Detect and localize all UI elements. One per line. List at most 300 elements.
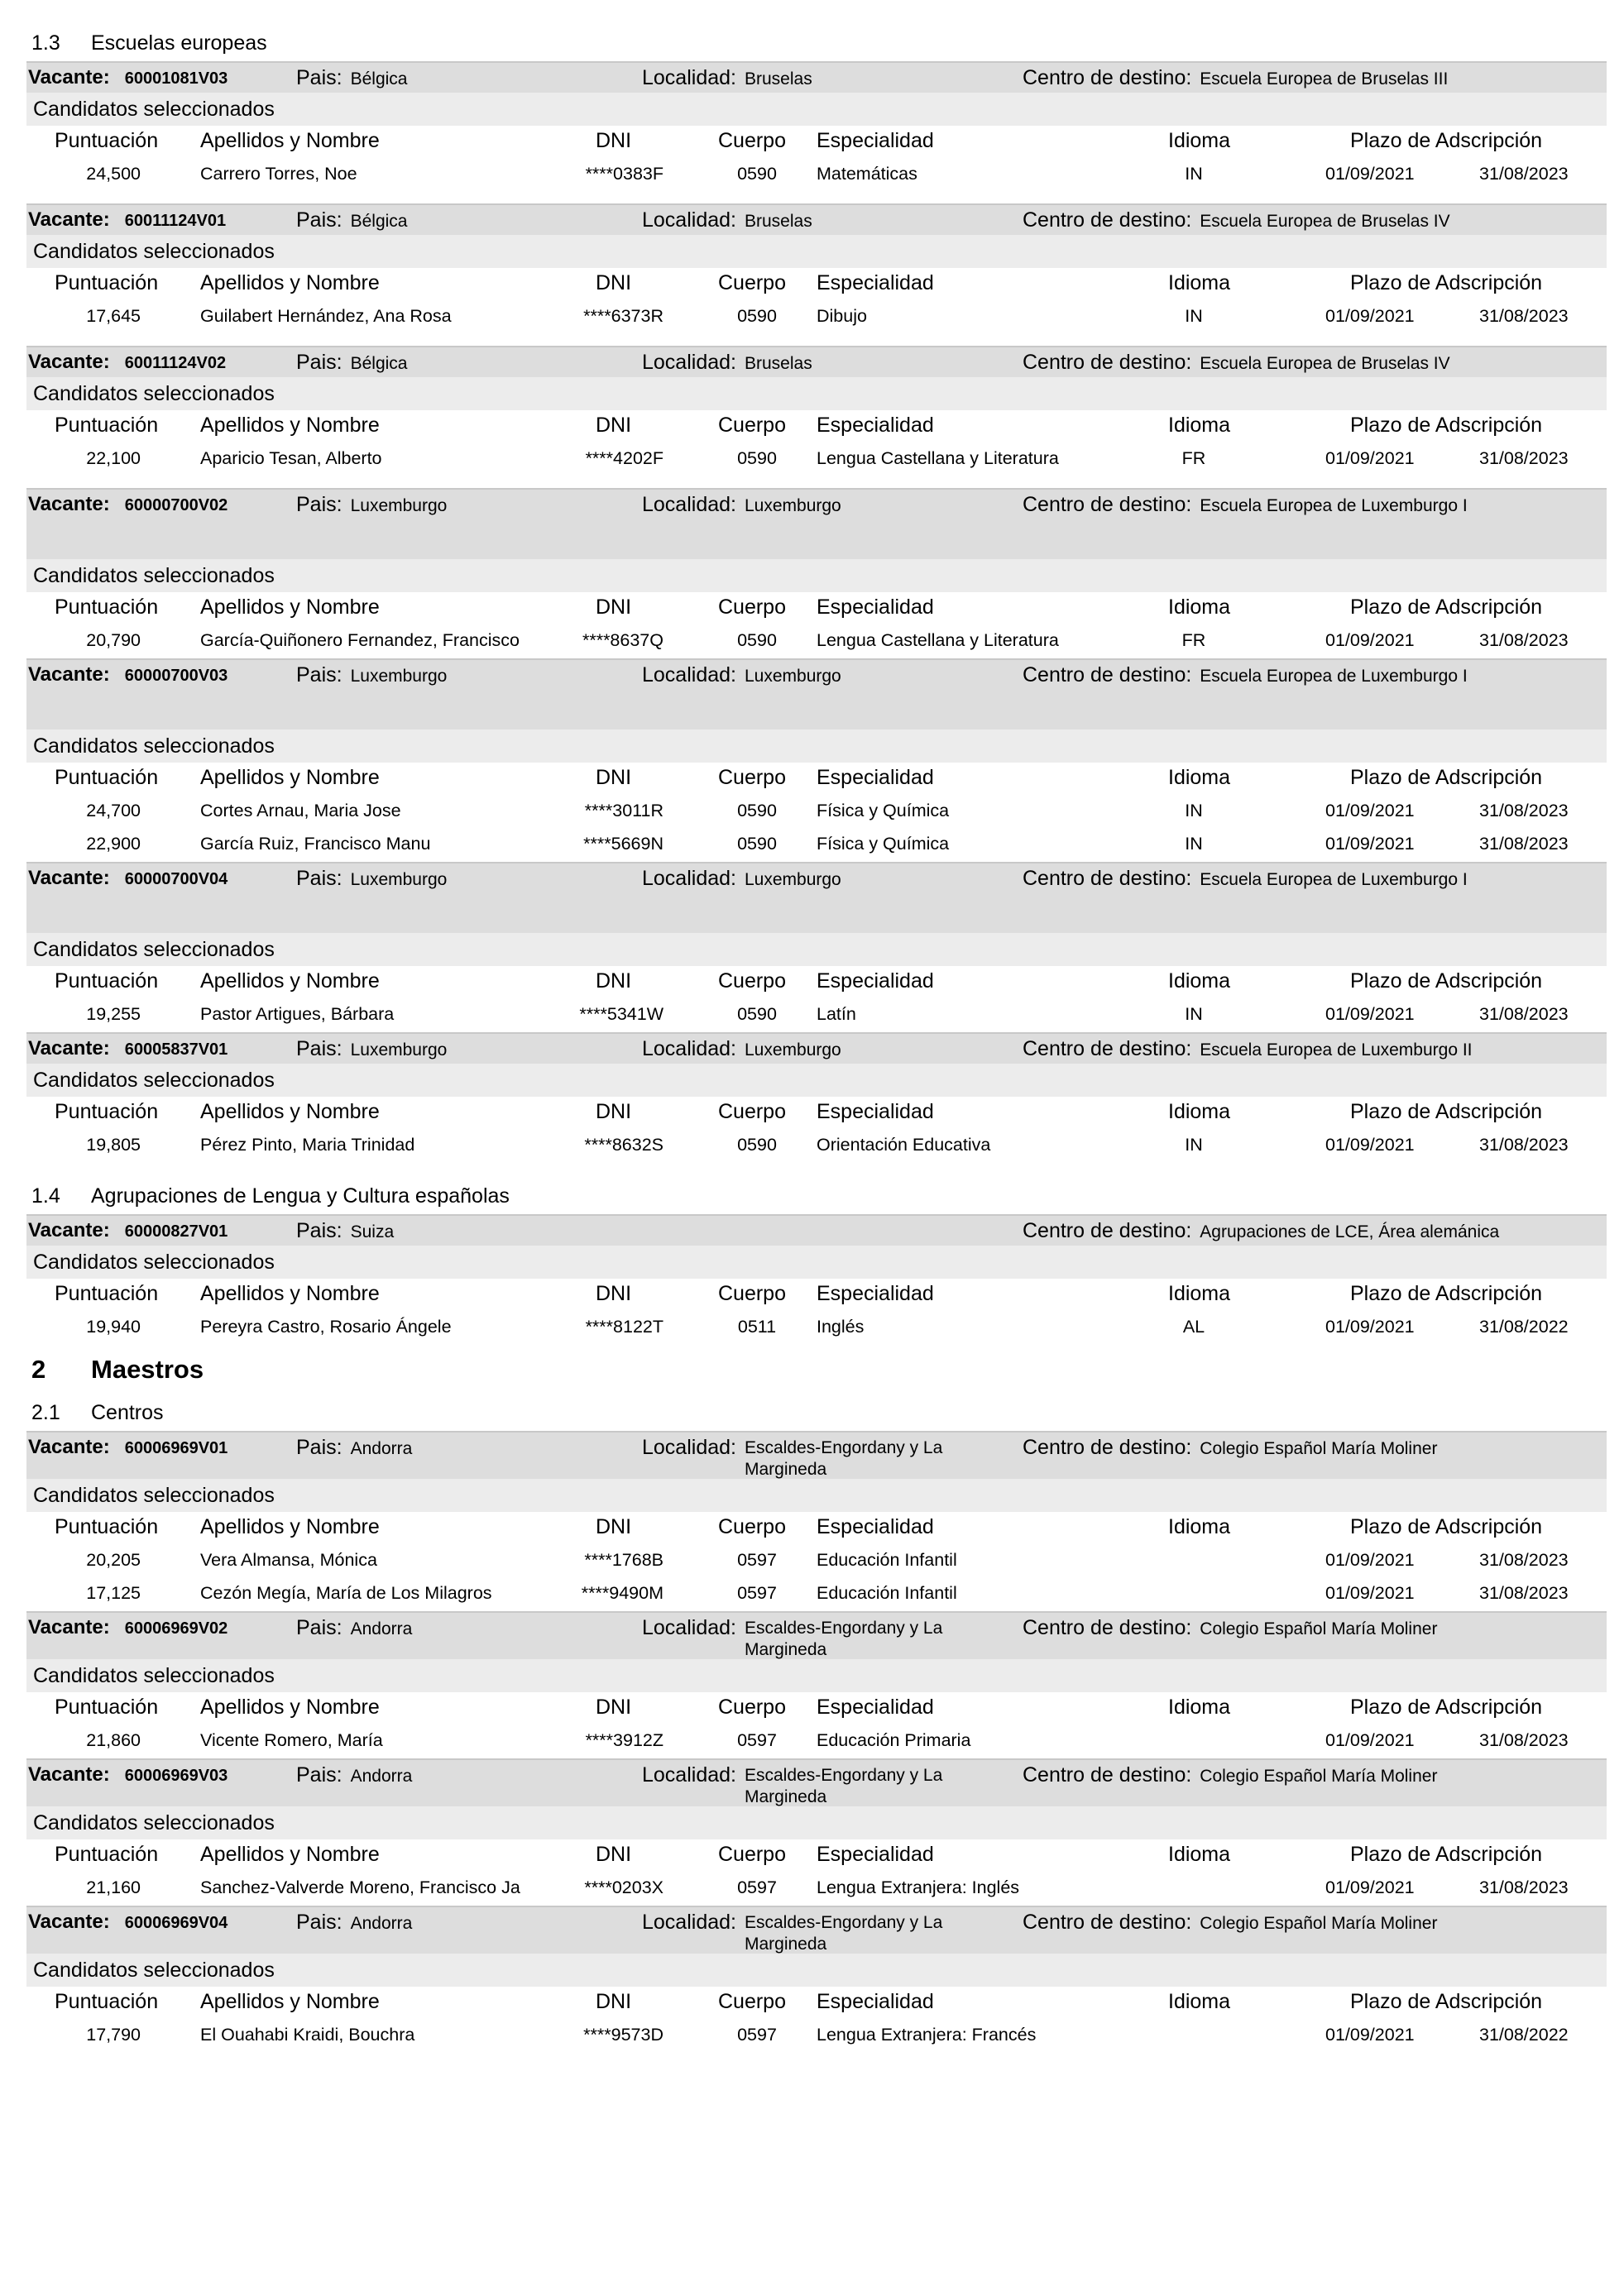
col-idioma: Idioma xyxy=(1168,129,1231,152)
col-cuerpo: Cuerpo xyxy=(718,1990,786,2013)
vacante-label: Vacante: xyxy=(28,351,110,373)
column-headers xyxy=(26,966,1607,999)
localidad-value: Bruselas xyxy=(744,354,812,373)
localidad-label: Localidad: xyxy=(642,1436,736,1459)
fecha-inicio: 01/09/2021 xyxy=(1325,448,1415,468)
vacancy-block xyxy=(26,1214,1607,1345)
col-puntuacion: Puntuación xyxy=(55,596,159,619)
candidatos-label: Candidatos seleccionados xyxy=(26,1954,1607,1987)
centro-label: Centro de destino: xyxy=(1023,1911,1192,1934)
pais-label: Pais: xyxy=(296,1911,343,1934)
col-apellidos: Apellidos y Nombre xyxy=(200,1100,380,1123)
col-especialidad: Especialidad xyxy=(817,1990,934,2013)
cuerpo: 0597 xyxy=(737,1550,777,1570)
col-plazo: Plazo de Adscripción xyxy=(1350,1282,1543,1305)
especialidad: Física y Química xyxy=(817,834,950,854)
especialidad: Orientación Educativa xyxy=(817,1135,991,1155)
apellidos-nombre: Pereyra Castro, Rosario Ángele xyxy=(200,1317,452,1337)
dni: ****4202F xyxy=(585,448,663,468)
dni: ****5341W xyxy=(579,1004,663,1024)
fecha-inicio: 01/09/2021 xyxy=(1325,1004,1415,1024)
idioma: AL xyxy=(1182,1317,1205,1337)
dni: ****3912Z xyxy=(585,1730,663,1750)
vacancy-block xyxy=(26,1906,1607,2053)
vacancy-code: 60000700V02 xyxy=(124,496,228,514)
col-plazo: Plazo de Adscripción xyxy=(1350,596,1543,619)
col-apellidos: Apellidos y Nombre xyxy=(200,1515,380,1538)
centro-label: Centro de destino: xyxy=(1023,1616,1192,1639)
fecha-fin: 31/08/2023 xyxy=(1479,164,1569,184)
col-especialidad: Especialidad xyxy=(817,1515,934,1538)
cuerpo: 0590 xyxy=(737,801,777,820)
table-row xyxy=(26,1130,1607,1163)
especialidad: Educación Infantil xyxy=(817,1583,957,1603)
col-dni: DNI xyxy=(596,969,632,993)
localidad-value: Escaldes-Engordany y La Margineda xyxy=(744,1913,943,1954)
col-apellidos: Apellidos y Nombre xyxy=(200,1696,380,1719)
localidad-label: Localidad: xyxy=(642,1763,736,1787)
localidad-label: Localidad: xyxy=(642,1616,736,1639)
vacancy-header xyxy=(26,1611,1607,1659)
dni: ****1768B xyxy=(584,1550,663,1570)
column-headers xyxy=(26,410,1607,443)
especialidad: Inglés xyxy=(817,1317,865,1337)
centro-label: Centro de destino: xyxy=(1023,351,1192,374)
col-apellidos: Apellidos y Nombre xyxy=(200,414,380,437)
col-cuerpo: Cuerpo xyxy=(718,271,786,294)
apellidos-nombre: Sanchez-Valverde Moreno, Francisco Ja xyxy=(200,1877,520,1897)
fecha-fin: 31/08/2023 xyxy=(1479,448,1569,468)
centro-value: Escuela Europea de Bruselas IV xyxy=(1200,354,1450,373)
vacancy-block xyxy=(26,488,1607,658)
section-heading xyxy=(26,25,1607,61)
apellidos-nombre: Pastor Artigues, Bárbara xyxy=(200,1004,395,1024)
fecha-fin: 31/08/2023 xyxy=(1479,1004,1569,1024)
fecha-inicio: 01/09/2021 xyxy=(1325,1135,1415,1155)
col-dni: DNI xyxy=(596,1696,632,1719)
vacante-label: Vacante: xyxy=(28,1219,110,1241)
dni: ****9573D xyxy=(583,2025,663,2045)
candidatos-label: Candidatos seleccionados xyxy=(26,235,1607,268)
pais-value: Andorra xyxy=(350,1914,413,1933)
col-apellidos: Apellidos y Nombre xyxy=(200,766,380,789)
col-cuerpo: Cuerpo xyxy=(718,766,786,789)
section-number: 2 xyxy=(31,1355,46,1384)
fecha-fin: 31/08/2023 xyxy=(1479,1730,1569,1750)
candidatos-label: Candidatos seleccionados xyxy=(26,1806,1607,1839)
col-especialidad: Especialidad xyxy=(817,596,934,619)
cuerpo: 0590 xyxy=(737,448,777,468)
apellidos-nombre: Cezón Megía, María de Los Milagros xyxy=(200,1583,492,1603)
candidatos-label: Candidatos seleccionados xyxy=(26,559,1607,592)
table-row xyxy=(26,829,1607,862)
candidatos-label: Candidatos seleccionados xyxy=(26,377,1607,410)
dni: ****0383F xyxy=(585,164,663,184)
puntuacion: 20,205 xyxy=(86,1550,141,1570)
especialidad: Matemáticas xyxy=(817,164,917,184)
cuerpo: 0597 xyxy=(737,1583,777,1603)
vacancy-header xyxy=(26,1758,1607,1806)
fecha-inicio: 01/09/2021 xyxy=(1325,1877,1415,1897)
col-idioma: Idioma xyxy=(1168,1100,1231,1123)
col-cuerpo: Cuerpo xyxy=(718,1282,786,1305)
idioma: FR xyxy=(1181,448,1206,468)
fecha-inicio: 01/09/2021 xyxy=(1325,801,1415,820)
apellidos-nombre: Guilabert Hernández, Ana Rosa xyxy=(200,306,452,326)
localidad-label: Localidad: xyxy=(642,1037,736,1060)
idioma: IN xyxy=(1185,164,1203,184)
pais-label: Pais: xyxy=(296,351,343,374)
pais-value: Bélgica xyxy=(350,212,408,231)
pais-label: Pais: xyxy=(296,663,343,686)
col-dni: DNI xyxy=(596,1515,632,1538)
apellidos-nombre: Pérez Pinto, Maria Trinidad xyxy=(200,1135,415,1155)
vacancy-header xyxy=(26,1906,1607,1954)
section-heading-main xyxy=(26,1345,1607,1394)
vacancy-header xyxy=(26,1431,1607,1479)
puntuacion: 17,645 xyxy=(86,306,141,326)
cuerpo: 0590 xyxy=(737,306,777,326)
centro-label: Centro de destino: xyxy=(1023,1219,1192,1242)
col-plazo: Plazo de Adscripción xyxy=(1350,969,1543,993)
col-plazo: Plazo de Adscripción xyxy=(1350,1990,1543,2013)
idioma: IN xyxy=(1185,801,1203,820)
section-number: 2.1 xyxy=(31,1401,60,1424)
pais-label: Pais: xyxy=(296,1219,343,1242)
especialidad: Lengua Extranjera: Inglés xyxy=(817,1877,1020,1897)
vacancy-header xyxy=(26,488,1607,559)
table-row xyxy=(26,301,1607,334)
puntuacion: 21,160 xyxy=(86,1877,141,1897)
table-row xyxy=(26,796,1607,829)
col-puntuacion: Puntuación xyxy=(55,969,159,993)
col-especialidad: Especialidad xyxy=(817,766,934,789)
puntuacion: 24,500 xyxy=(86,164,141,184)
fecha-inicio: 01/09/2021 xyxy=(1325,1583,1415,1603)
col-cuerpo: Cuerpo xyxy=(718,1696,786,1719)
fecha-inicio: 01/09/2021 xyxy=(1325,834,1415,854)
cuerpo: 0590 xyxy=(737,834,777,854)
vacante-label: Vacante: xyxy=(28,663,110,686)
column-headers xyxy=(26,763,1607,796)
table-row xyxy=(26,159,1607,192)
vacancy-code: 60000700V03 xyxy=(124,667,228,685)
column-headers xyxy=(26,268,1607,301)
cuerpo: 0597 xyxy=(737,1877,777,1897)
col-dni: DNI xyxy=(596,129,632,152)
col-especialidad: Especialidad xyxy=(817,414,934,437)
apellidos-nombre: Aparicio Tesan, Alberto xyxy=(200,448,382,468)
centro-value: Escuela Europea de Luxemburgo I xyxy=(1200,496,1468,515)
cuerpo: 0590 xyxy=(737,630,777,650)
pais-label: Pais: xyxy=(296,1763,343,1787)
col-puntuacion: Puntuación xyxy=(55,1282,159,1305)
idioma: IN xyxy=(1185,306,1203,326)
pais-value: Luxemburgo xyxy=(350,1040,448,1060)
col-plazo: Plazo de Adscripción xyxy=(1350,766,1543,789)
column-headers xyxy=(26,1839,1607,1873)
pais-label: Pais: xyxy=(296,1616,343,1639)
especialidad: Física y Química xyxy=(817,801,950,820)
centro-value: Colegio Español María Moliner xyxy=(1200,1619,1438,1638)
table-row xyxy=(26,1725,1607,1758)
centro-label: Centro de destino: xyxy=(1023,1436,1192,1459)
localidad-label: Localidad: xyxy=(642,208,736,232)
table-row xyxy=(26,625,1607,658)
localidad-label: Localidad: xyxy=(642,663,736,686)
idioma: FR xyxy=(1181,630,1206,650)
localidad-label: Localidad: xyxy=(642,351,736,374)
pais-value: Luxemburgo xyxy=(350,496,448,515)
column-headers xyxy=(26,1097,1607,1130)
fecha-inicio: 01/09/2021 xyxy=(1325,1730,1415,1750)
col-cuerpo: Cuerpo xyxy=(718,1515,786,1538)
especialidad: Lengua Castellana y Literatura xyxy=(817,448,1059,468)
col-plazo: Plazo de Adscripción xyxy=(1350,271,1543,294)
pais-value: Bélgica xyxy=(350,354,408,373)
vacante-label: Vacante: xyxy=(28,1763,110,1786)
vacancy-block xyxy=(26,1032,1607,1178)
col-especialidad: Especialidad xyxy=(817,1100,934,1123)
col-apellidos: Apellidos y Nombre xyxy=(200,271,380,294)
centro-label: Centro de destino: xyxy=(1023,867,1192,890)
localidad-value: Bruselas xyxy=(744,212,812,231)
fecha-fin: 31/08/2023 xyxy=(1479,630,1569,650)
col-dni: DNI xyxy=(596,271,632,294)
col-plazo: Plazo de Adscripción xyxy=(1350,1515,1543,1538)
col-dni: DNI xyxy=(596,596,632,619)
apellidos-nombre: Vera Almansa, Mónica xyxy=(200,1550,377,1570)
section-number: 1.4 xyxy=(31,1184,60,1208)
pais-value: Suiza xyxy=(350,1222,395,1241)
localidad-label: Localidad: xyxy=(642,66,736,89)
especialidad: Educación Infantil xyxy=(817,1550,957,1570)
fecha-fin: 31/08/2023 xyxy=(1479,1550,1569,1570)
centro-value: Colegio Español María Moliner xyxy=(1200,1767,1438,1786)
dni: ****6373R xyxy=(583,306,663,326)
pais-value: Luxemburgo xyxy=(350,870,448,889)
vacancy-header xyxy=(26,346,1607,377)
vacancy-code: 60006969V01 xyxy=(124,1439,228,1457)
puntuacion: 19,255 xyxy=(86,1004,141,1024)
puntuacion: 20,790 xyxy=(86,630,141,650)
dni: ****8122T xyxy=(585,1317,663,1337)
vacancy-code: 60011124V02 xyxy=(124,354,227,372)
col-especialidad: Especialidad xyxy=(817,1696,934,1719)
col-idioma: Idioma xyxy=(1168,271,1231,294)
col-idioma: Idioma xyxy=(1168,1515,1231,1538)
column-headers xyxy=(26,592,1607,625)
table-row xyxy=(26,443,1607,476)
vacante-label: Vacante: xyxy=(28,1911,110,1933)
vacante-label: Vacante: xyxy=(28,1616,110,1638)
vacancy-block xyxy=(26,862,1607,1032)
col-apellidos: Apellidos y Nombre xyxy=(200,1990,380,2013)
col-idioma: Idioma xyxy=(1168,969,1231,993)
especialidad: Lengua Extranjera: Francés xyxy=(817,2025,1037,2045)
section-heading xyxy=(26,1178,1607,1214)
fecha-fin: 31/08/2023 xyxy=(1479,1583,1569,1603)
centro-value: Agrupaciones de LCE, Área alemánica xyxy=(1200,1222,1500,1241)
col-puntuacion: Puntuación xyxy=(55,1515,159,1538)
vacante-label: Vacante: xyxy=(28,1436,110,1458)
cuerpo: 0597 xyxy=(737,2025,777,2045)
vacancy-code: 60000827V01 xyxy=(124,1222,228,1241)
col-especialidad: Especialidad xyxy=(817,1843,934,1866)
vacancy-header xyxy=(26,1214,1607,1246)
cuerpo: 0590 xyxy=(737,1004,777,1024)
candidatos-label: Candidatos seleccionados xyxy=(26,1246,1607,1279)
col-puntuacion: Puntuación xyxy=(55,766,159,789)
vacancy-header xyxy=(26,203,1607,235)
cuerpo: 0590 xyxy=(737,1135,777,1155)
centro-label: Centro de destino: xyxy=(1023,208,1192,232)
col-cuerpo: Cuerpo xyxy=(718,1843,786,1866)
col-apellidos: Apellidos y Nombre xyxy=(200,1843,380,1866)
vacancy-header xyxy=(26,1032,1607,1064)
col-plazo: Plazo de Adscripción xyxy=(1350,1696,1543,1719)
fecha-fin: 31/08/2022 xyxy=(1479,2025,1569,2045)
col-dni: DNI xyxy=(596,1843,632,1866)
puntuacion: 22,100 xyxy=(86,448,141,468)
col-especialidad: Especialidad xyxy=(817,969,934,993)
vacancy-code: 60006969V02 xyxy=(124,1619,228,1638)
localidad-value: Luxemburgo xyxy=(744,496,841,515)
pais-label: Pais: xyxy=(296,1037,343,1060)
table-row xyxy=(26,999,1607,1032)
col-puntuacion: Puntuación xyxy=(55,129,159,152)
dni: ****8632S xyxy=(584,1135,663,1155)
col-dni: DNI xyxy=(596,1282,632,1305)
table-row xyxy=(26,1578,1607,1611)
candidatos-label: Candidatos seleccionados xyxy=(26,93,1607,126)
col-dni: DNI xyxy=(596,414,632,437)
apellidos-nombre: Carrero Torres, Noe xyxy=(200,164,357,184)
col-apellidos: Apellidos y Nombre xyxy=(200,969,380,993)
apellidos-nombre: Vicente Romero, María xyxy=(200,1730,383,1750)
section-title: Maestros xyxy=(91,1355,204,1384)
vacante-label: Vacante: xyxy=(28,66,110,88)
vacancy-block xyxy=(26,1431,1607,1611)
cuerpo: 0597 xyxy=(737,1730,777,1750)
col-idioma: Idioma xyxy=(1168,1843,1231,1866)
section-title: Centros xyxy=(91,1401,164,1424)
fecha-inicio: 01/09/2021 xyxy=(1325,1317,1415,1337)
vacancy-block xyxy=(26,61,1607,203)
apellidos-nombre: Cortes Arnau, Maria Jose xyxy=(200,801,401,820)
cuerpo: 0590 xyxy=(737,164,777,184)
vacante-label: Vacante: xyxy=(28,208,110,231)
fecha-fin: 31/08/2023 xyxy=(1479,834,1569,854)
section-title: Agrupaciones de Lengua y Cultura españolas xyxy=(91,1184,510,1208)
centro-label: Centro de destino: xyxy=(1023,663,1192,686)
col-plazo: Plazo de Adscripción xyxy=(1350,1843,1543,1866)
centro-value: Escuela Europea de Bruselas III xyxy=(1200,69,1449,88)
col-apellidos: Apellidos y Nombre xyxy=(200,129,380,152)
dni: ****5669N xyxy=(583,834,663,854)
vacancy-block xyxy=(26,1611,1607,1758)
column-headers xyxy=(26,1987,1607,2020)
especialidad: Educación Primaria xyxy=(817,1730,971,1750)
section-title: Escuelas europeas xyxy=(91,31,267,55)
col-dni: DNI xyxy=(596,1990,632,2013)
pais-value: Andorra xyxy=(350,1767,413,1786)
vacancy-block xyxy=(26,1758,1607,1906)
dni: ****0203X xyxy=(584,1877,663,1897)
puntuacion: 19,805 xyxy=(86,1135,141,1155)
fecha-fin: 31/08/2023 xyxy=(1479,1877,1569,1897)
vacancy-code: 60001081V03 xyxy=(124,69,228,88)
col-puntuacion: Puntuación xyxy=(55,414,159,437)
vacancy-header xyxy=(26,61,1607,93)
vacancy-header xyxy=(26,658,1607,729)
apellidos-nombre: El Ouahabi Kraidi, Bouchra xyxy=(200,2025,415,2045)
pais-label: Pais: xyxy=(296,66,343,89)
vacancy-code: 60000700V04 xyxy=(124,870,228,888)
pais-value: Andorra xyxy=(350,1439,413,1458)
fecha-inicio: 01/09/2021 xyxy=(1325,306,1415,326)
pais-value: Luxemburgo xyxy=(350,667,448,686)
localidad-value: Bruselas xyxy=(744,69,812,88)
candidatos-label: Candidatos seleccionados xyxy=(26,1479,1607,1512)
localidad-label: Localidad: xyxy=(642,493,736,516)
vacancy-header xyxy=(26,862,1607,933)
centro-value: Escuela Europea de Bruselas IV xyxy=(1200,212,1450,231)
candidatos-label: Candidatos seleccionados xyxy=(26,729,1607,763)
column-headers xyxy=(26,1512,1607,1545)
idioma: IN xyxy=(1185,1004,1203,1024)
col-plazo: Plazo de Adscripción xyxy=(1350,129,1543,152)
especialidad: Lengua Castellana y Literatura xyxy=(817,630,1059,650)
col-idioma: Idioma xyxy=(1168,1696,1231,1719)
fecha-inicio: 01/09/2021 xyxy=(1325,2025,1415,2045)
col-especialidad: Especialidad xyxy=(817,1282,934,1305)
localidad-value: Escaldes-Engordany y La Margineda xyxy=(744,1438,943,1479)
localidad-label: Localidad: xyxy=(642,1911,736,1934)
candidatos-label: Candidatos seleccionados xyxy=(26,933,1607,966)
apellidos-nombre: García-Quiñonero Fernandez, Francisco xyxy=(200,630,520,650)
vacancy-block xyxy=(26,346,1607,488)
section-heading xyxy=(26,1394,1607,1431)
fecha-inicio: 01/09/2021 xyxy=(1325,164,1415,184)
centro-value: Escuela Europea de Luxemburgo I xyxy=(1200,870,1468,889)
candidatos-label: Candidatos seleccionados xyxy=(26,1659,1607,1692)
localidad-value: Luxemburgo xyxy=(744,1040,841,1060)
centro-value: Escuela Europea de Luxemburgo II xyxy=(1200,1040,1473,1060)
col-especialidad: Especialidad xyxy=(817,129,934,152)
vacancy-code: 60011124V01 xyxy=(124,212,227,230)
centro-label: Centro de destino: xyxy=(1023,493,1192,516)
vacante-label: Vacante: xyxy=(28,1037,110,1060)
puntuacion: 19,940 xyxy=(86,1317,141,1337)
centro-value: Escuela Europea de Luxemburgo I xyxy=(1200,667,1468,686)
column-headers xyxy=(26,1279,1607,1312)
dni: ****3011R xyxy=(584,801,663,820)
col-cuerpo: Cuerpo xyxy=(718,129,786,152)
col-idioma: Idioma xyxy=(1168,414,1231,437)
fecha-inicio: 01/09/2021 xyxy=(1325,630,1415,650)
col-apellidos: Apellidos y Nombre xyxy=(200,596,380,619)
table-row xyxy=(26,2020,1607,2053)
pais-label: Pais: xyxy=(296,208,343,232)
col-dni: DNI xyxy=(596,1100,632,1123)
col-puntuacion: Puntuación xyxy=(55,271,159,294)
col-idioma: Idioma xyxy=(1168,1990,1231,2013)
col-idioma: Idioma xyxy=(1168,1282,1231,1305)
vacancy-code: 60005837V01 xyxy=(124,1040,228,1059)
col-puntuacion: Puntuación xyxy=(55,1100,159,1123)
fecha-inicio: 01/09/2021 xyxy=(1325,1550,1415,1570)
